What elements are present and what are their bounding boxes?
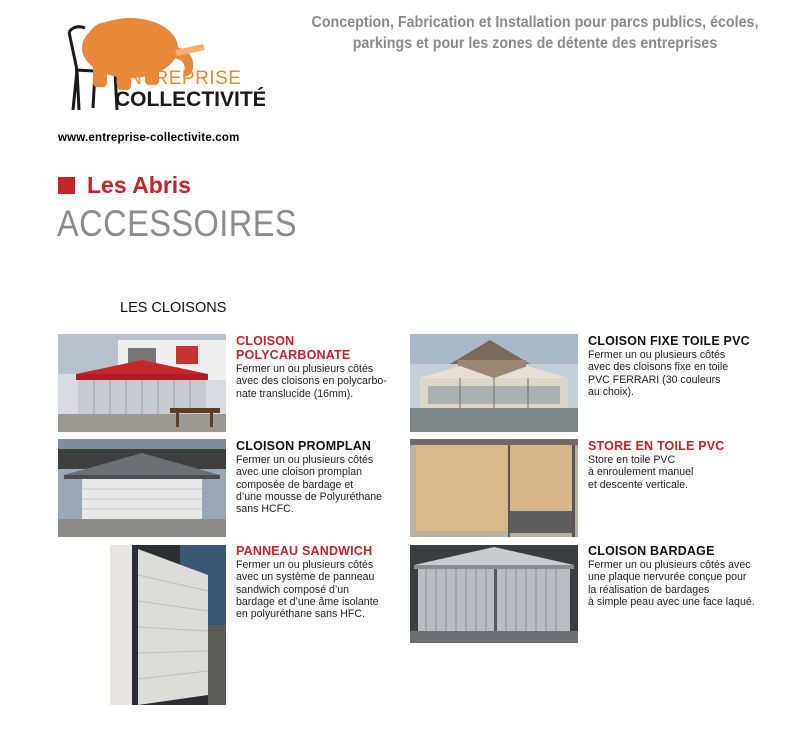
section-category <box>58 172 191 199</box>
description-line: avec des cloisons en polycarbo- <box>236 375 387 388</box>
product-image-promplan <box>58 439 226 537</box>
product-image-sandwich <box>110 545 226 705</box>
description-line: à enroulement manuel <box>588 466 694 479</box>
description-line: avec un système de panneau <box>236 571 375 584</box>
company-logo <box>55 10 265 115</box>
description-line: sans HCFC. <box>236 503 294 516</box>
description-line: Fermer un ou plusieurs côtés <box>236 454 374 466</box>
product-description <box>236 559 406 620</box>
product-title: CLOISON BARDAGE <box>588 544 715 558</box>
description-line: et descente verticale. <box>588 478 689 491</box>
square-bullet-icon <box>58 177 75 194</box>
website-link[interactable]: www.entreprise-collectivite.com <box>58 132 240 144</box>
description-line: composée de bardage et <box>236 478 354 491</box>
product-description <box>236 363 406 400</box>
description-line: la réalisation de bardages <box>588 583 710 596</box>
description-line: à simple peau avec une face laqué. <box>588 595 755 608</box>
description-line: avec des cloisons fixe en toile <box>588 361 729 374</box>
description-line: sandwich composé d’un <box>236 583 350 596</box>
product-title: STORE EN TOILE PVC <box>588 439 725 453</box>
description-line: avec une cloison promplan <box>236 466 363 479</box>
description-line: au choix). <box>588 385 634 398</box>
page-title: ACCESSOIRES <box>57 203 298 244</box>
description-line: Fermer un ou plusieurs côtés <box>588 349 726 361</box>
product-image-store <box>410 439 578 537</box>
description-line: d’une mousse de Polyuréthane <box>236 490 383 503</box>
category-label: Les Abris <box>87 172 191 198</box>
description-line: PVC FERRARI (30 couleurs <box>588 373 721 386</box>
product-title: CLOISON FIXE TOILE PVC <box>588 334 750 348</box>
description-line: bardage et d’une âme isolante <box>236 595 379 608</box>
product-title: CLOISON POLYCARBONATE <box>236 334 351 362</box>
description-line: Fermer un ou plusieurs côtés <box>236 559 374 571</box>
product-image-bardage <box>410 545 578 643</box>
description-line: Fermer un ou plusieurs côtés <box>236 363 374 375</box>
tagline <box>291 12 779 54</box>
description-line: nate translucide (16mm). <box>236 387 354 400</box>
description-line: Store en toile PVC <box>588 454 676 466</box>
logo-line1: ENTREPRISE <box>115 68 242 89</box>
tagline-line2: parkings et pour les zones de détente des entreprises <box>352 35 718 52</box>
product-description <box>588 454 778 491</box>
logo-line2: COLLECTIVITÉ <box>115 88 265 111</box>
product-image-toile-pvc <box>410 334 578 432</box>
product-image-polycarbonate <box>58 334 226 432</box>
description-line: en polyuréthane sans HFC. <box>236 608 365 621</box>
description-line: une plaque nervurée conçue pour <box>588 571 747 584</box>
product-title: PANNEAU SANDWICH <box>236 544 373 558</box>
product-description <box>588 559 788 608</box>
product-description <box>588 349 778 398</box>
description-line: Fermer un ou plusieurs côtés avec <box>588 559 751 571</box>
subsection-title: LES CLOISONS <box>120 300 227 316</box>
product-title: CLOISON PROMPLAN <box>236 439 372 453</box>
tagline-line1: Conception, Fabrication et Installation pour parcs publics, écoles, <box>311 14 759 31</box>
product-description <box>236 454 406 515</box>
